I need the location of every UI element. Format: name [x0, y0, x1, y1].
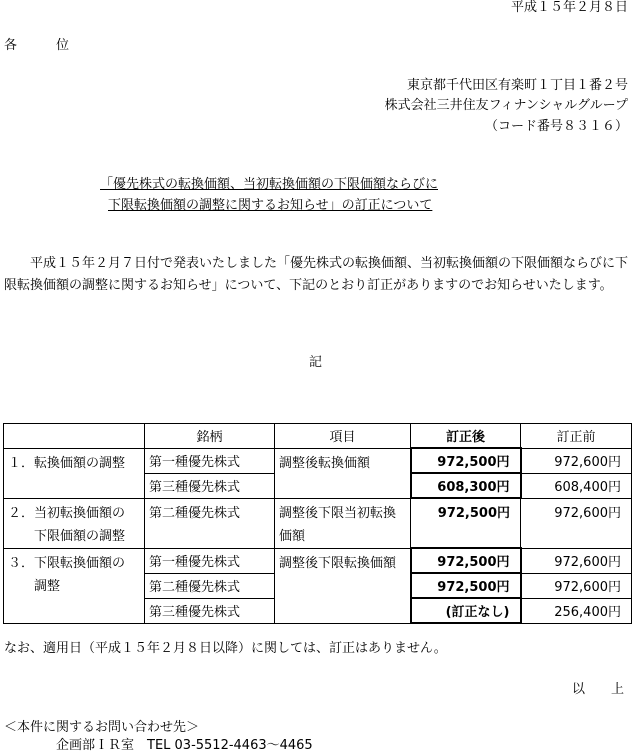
correction-table	[3, 423, 632, 624]
document-date: 平成１５年２月８日	[510, 0, 628, 15]
item-line: 調整後転換価額	[279, 455, 371, 471]
issue-cell: 第二種優先株式	[145, 573, 275, 598]
contact-heading: ＜本件に関するお問い合わせ先＞	[4, 720, 200, 735]
section-label-line: 下限価額の調整	[8, 528, 126, 544]
after-value: 972,500円	[411, 548, 521, 573]
closing-ijo: 以 上	[572, 682, 625, 697]
item-line: 調整後下限当初転換	[279, 505, 397, 521]
addressee: 各 位	[4, 38, 70, 53]
item-cell	[275, 448, 411, 498]
section-label-line: ２．当初転換価額の	[8, 505, 126, 521]
before-value: 256,400円	[521, 598, 632, 623]
item-line: 価額	[279, 528, 306, 544]
header-blank	[4, 424, 145, 449]
contact-department: 企画部ＩＲ室 TEL 03-5512-4463～4465	[4, 738, 313, 753]
item-cell	[275, 498, 411, 548]
header-before: 訂正前	[521, 424, 632, 449]
company-address: 東京都千代田区有楽町１丁目１番２号	[406, 78, 628, 93]
before-value: 972,600円	[521, 548, 632, 573]
table-header-row	[4, 424, 632, 449]
before-value: 972,600円	[521, 498, 632, 548]
stock-code: （コード番号８３１６）	[484, 119, 628, 134]
after-value: 972,500円	[411, 448, 521, 473]
after-value: 972,500円	[411, 498, 521, 548]
table-row	[4, 448, 632, 473]
section-label	[4, 448, 145, 498]
table-row	[4, 498, 632, 548]
section-label-line: 調整	[8, 578, 61, 594]
title-line-2: 下限転換価額の調整に関するお知らせ」の訂正について	[108, 198, 433, 213]
table-row	[4, 548, 632, 573]
title-line-1: 「優先株式の転換価額、当初転換価額の下限価額ならびに	[100, 177, 439, 192]
item-line: 調整後下限転換価額	[279, 555, 397, 571]
issue-cell: 第三種優先株式	[145, 473, 275, 498]
body-paragraph: 平成１５年２月７日付で発表いたしました「優先株式の転換価額、当初転換価額の下限価額ならびに下限転換価額の調整に関するお知らせ」について、下記のとおり訂正がありますのでお知らせいたします。	[4, 256, 629, 293]
header-issue: 銘柄	[145, 424, 275, 449]
section-label	[4, 498, 145, 548]
header-after: 訂正後	[411, 424, 521, 449]
before-value: 608,400円	[521, 473, 632, 498]
section-label	[4, 548, 145, 623]
ki-marker: 記	[309, 355, 323, 370]
after-value: (訂正なし)	[411, 598, 521, 623]
issue-cell: 第二種優先株式	[145, 498, 275, 548]
issue-cell: 第一種優先株式	[145, 448, 275, 473]
issue-cell: 第一種優先株式	[145, 548, 275, 573]
note-text: なお、適用日（平成１５年２月８日以降）に関しては、訂正はありません。	[4, 641, 447, 656]
after-value: 972,500円	[411, 573, 521, 598]
section-label-line: ３．下限転換価額の	[8, 555, 126, 571]
header-item: 項目	[275, 424, 411, 449]
item-cell	[275, 548, 411, 623]
before-value: 972,600円	[521, 448, 632, 473]
company-name: 株式会社三井住友フィナンシャルグループ	[384, 98, 628, 113]
before-value: 972,600円	[521, 573, 632, 598]
section-label-line: １．転換価額の調整	[8, 455, 126, 471]
issue-cell: 第三種優先株式	[145, 598, 275, 623]
after-value: 608,300円	[411, 473, 521, 498]
